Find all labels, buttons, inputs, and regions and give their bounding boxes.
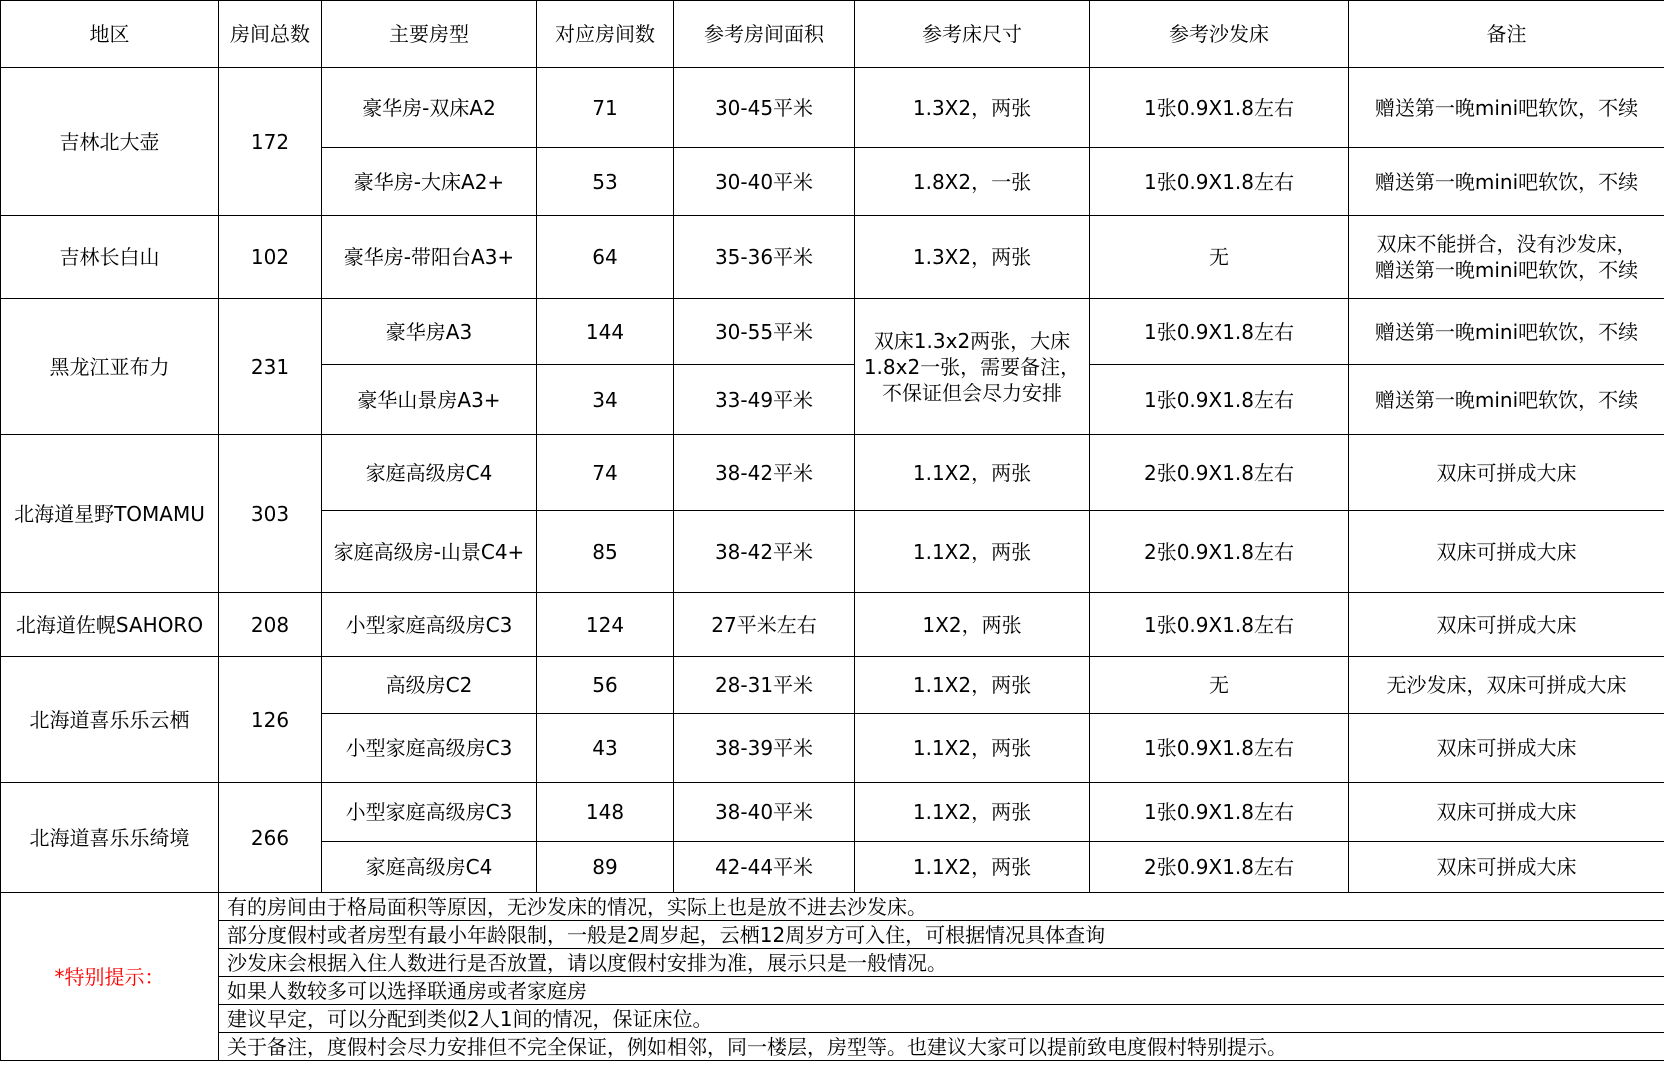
header-region: 地区 <box>1 1 219 68</box>
room-area: 30-40平米 <box>674 148 855 216</box>
room-note: 赠送第一晚mini吧软饮，不续 <box>1349 299 1664 365</box>
room-count: 43 <box>537 714 674 783</box>
room-count: 124 <box>537 593 674 657</box>
special-note-row <box>1 1033 1664 1061</box>
special-note: 沙发床会根据入住人数进行是否放置，请以度假村安排为准，展示只是一般情况。 <box>219 949 1664 977</box>
bed-size: 1.1X2，两张 <box>855 511 1090 593</box>
header-sofa-bed: 参考沙发床 <box>1090 1 1349 68</box>
special-note: 如果人数较多可以选择联通房或者家庭房 <box>219 977 1664 1005</box>
sofa-bed: 无 <box>1090 657 1349 714</box>
region-name: 吉林北大壶 <box>1 68 219 216</box>
room-type: 小型家庭高级房C3 <box>322 783 537 842</box>
special-note-row <box>1 893 1664 921</box>
room-type: 家庭高级房-山景C4+ <box>322 511 537 593</box>
bed-size: 1.1X2，两张 <box>855 783 1090 842</box>
room-area: 38-42平米 <box>674 511 855 593</box>
room-area: 38-40平米 <box>674 783 855 842</box>
special-note-row <box>1 977 1664 1005</box>
header-row <box>1 1 1664 68</box>
region-total: 126 <box>219 657 322 783</box>
room-note: 双床可拼成大床 <box>1349 435 1664 511</box>
room-count: 71 <box>537 68 674 148</box>
region-total: 208 <box>219 593 322 657</box>
region-name: 黑龙江亚布力 <box>1 299 219 435</box>
bed-size: 1.1X2，两张 <box>855 714 1090 783</box>
special-note-row <box>1 1005 1664 1033</box>
region-total: 266 <box>219 783 322 893</box>
bed-size: 1.3X2，两张 <box>855 216 1090 299</box>
region-name: 北海道佐幌SAHORO <box>1 593 219 657</box>
sofa-bed: 2张0.9X1.8左右 <box>1090 511 1349 593</box>
room-area: 28-31平米 <box>674 657 855 714</box>
room-note: 双床可拼成大床 <box>1349 593 1664 657</box>
header-room-type: 主要房型 <box>322 1 537 68</box>
room-count: 34 <box>537 365 674 435</box>
sofa-bed: 2张0.9X1.8左右 <box>1090 842 1349 893</box>
bed-size-shared <box>855 299 1090 435</box>
room-note: 赠送第一晚mini吧软饮，不续 <box>1349 68 1664 148</box>
room-area: 27平米左右 <box>674 593 855 657</box>
special-note: 部分度假村或者房型有最小年龄限制，一般是2周岁起，云栖12周岁方可入住，可根据情况具体查询 <box>219 921 1664 949</box>
special-note: 建议早定，可以分配到类似2人1间的情况，保证床位。 <box>219 1005 1664 1033</box>
table-row <box>1 216 1664 299</box>
room-count: 56 <box>537 657 674 714</box>
room-note-line: 赠送第一晚mini吧软饮，不续 <box>1374 258 1639 282</box>
header-room-count: 对应房间数 <box>537 1 674 68</box>
header-area: 参考房间面积 <box>674 1 855 68</box>
room-type: 豪华山景房A3+ <box>322 365 537 435</box>
special-note-row <box>1 921 1664 949</box>
room-note: 双床可拼成大床 <box>1349 714 1664 783</box>
room-count: 148 <box>537 783 674 842</box>
room-area: 42-44平米 <box>674 842 855 893</box>
room-type: 小型家庭高级房C3 <box>322 714 537 783</box>
special-note: 有的房间由于格局面积等原因，无沙发床的情况，实际上也是放不进去沙发床。 <box>219 893 1664 921</box>
room-count: 89 <box>537 842 674 893</box>
room-count: 144 <box>537 299 674 365</box>
header-note: 备注 <box>1349 1 1664 68</box>
room-note: 无沙发床，双床可拼成大床 <box>1349 657 1664 714</box>
table-row <box>1 783 1664 842</box>
room-note: 赠送第一晚mini吧软饮，不续 <box>1349 365 1664 435</box>
sofa-bed: 1张0.9X1.8左右 <box>1090 714 1349 783</box>
room-count: 64 <box>537 216 674 299</box>
room-area: 30-45平米 <box>674 68 855 148</box>
region-total: 172 <box>219 68 322 216</box>
region-total: 303 <box>219 435 322 593</box>
room-note: 双床可拼成大床 <box>1349 783 1664 842</box>
room-area: 33-49平米 <box>674 365 855 435</box>
room-note: 双床可拼成大床 <box>1349 511 1664 593</box>
sofa-bed: 无 <box>1090 216 1349 299</box>
room-note <box>1349 216 1664 299</box>
bed-size: 1.1X2，两张 <box>855 842 1090 893</box>
special-tip-label: *特别提示： <box>1 893 219 1061</box>
sofa-bed: 1张0.9X1.8左右 <box>1090 68 1349 148</box>
sofa-bed: 2张0.9X1.8左右 <box>1090 435 1349 511</box>
room-area: 38-39平米 <box>674 714 855 783</box>
bed-size: 1.3X2，两张 <box>855 68 1090 148</box>
room-area: 35-36平米 <box>674 216 855 299</box>
room-count: 53 <box>537 148 674 216</box>
bed-size-line: 双床1.3x2两张，大床 <box>873 328 1071 353</box>
room-type: 家庭高级房C4 <box>322 435 537 511</box>
bed-size: 1.8X2，一张 <box>855 148 1090 216</box>
table-row <box>1 657 1664 714</box>
table-row <box>1 299 1664 365</box>
table-row <box>1 68 1664 148</box>
room-type: 豪华房-带阳台A3+ <box>322 216 537 299</box>
room-type: 豪华房A3 <box>322 299 537 365</box>
room-type: 豪华房-双床A2 <box>322 68 537 148</box>
region-name: 北海道喜乐乐云栖 <box>1 657 219 783</box>
room-type: 高级房C2 <box>322 657 537 714</box>
region-total: 102 <box>219 216 322 299</box>
table-row <box>1 435 1664 511</box>
sofa-bed: 1张0.9X1.8左右 <box>1090 148 1349 216</box>
bed-size-line: 1.8x2一张，需要备注， <box>863 354 1081 379</box>
room-type: 豪华房-大床A2+ <box>322 148 537 216</box>
special-note: 关于备注，度假村会尽力安排但不完全保证，例如相邻，同一楼层，房型等。也建议大家可以提前致电度假村特别提示。 <box>219 1033 1664 1061</box>
sofa-bed: 1张0.9X1.8左右 <box>1090 783 1349 842</box>
room-area: 38-42平米 <box>674 435 855 511</box>
room-note: 双床可拼成大床 <box>1349 842 1664 893</box>
room-area: 30-55平米 <box>674 299 855 365</box>
room-note: 赠送第一晚mini吧软饮，不续 <box>1349 148 1664 216</box>
header-bed-size: 参考床尺寸 <box>855 1 1090 68</box>
bed-size: 1X2，两张 <box>855 593 1090 657</box>
bed-size: 1.1X2，两张 <box>855 657 1090 714</box>
room-type: 小型家庭高级房C3 <box>322 593 537 657</box>
region-name: 北海道喜乐乐绮境 <box>1 783 219 893</box>
region-total: 231 <box>219 299 322 435</box>
sofa-bed: 1张0.9X1.8左右 <box>1090 299 1349 365</box>
room-note-line: 双床不能拼合，没有沙发床， <box>1376 232 1637 256</box>
special-note-row <box>1 949 1664 977</box>
bed-size-line: 不保证但会尽力安排 <box>882 380 1062 405</box>
region-name: 吉林长白山 <box>1 216 219 299</box>
room-count: 85 <box>537 511 674 593</box>
sofa-bed: 1张0.9X1.8左右 <box>1090 593 1349 657</box>
bed-size: 1.1X2，两张 <box>855 435 1090 511</box>
region-name: 北海道星野TOMAMU <box>1 435 219 593</box>
header-total: 房间总数 <box>219 1 322 68</box>
sofa-bed: 1张0.9X1.8左右 <box>1090 365 1349 435</box>
room-type: 家庭高级房C4 <box>322 842 537 893</box>
table-row <box>1 593 1664 657</box>
room-count: 74 <box>537 435 674 511</box>
